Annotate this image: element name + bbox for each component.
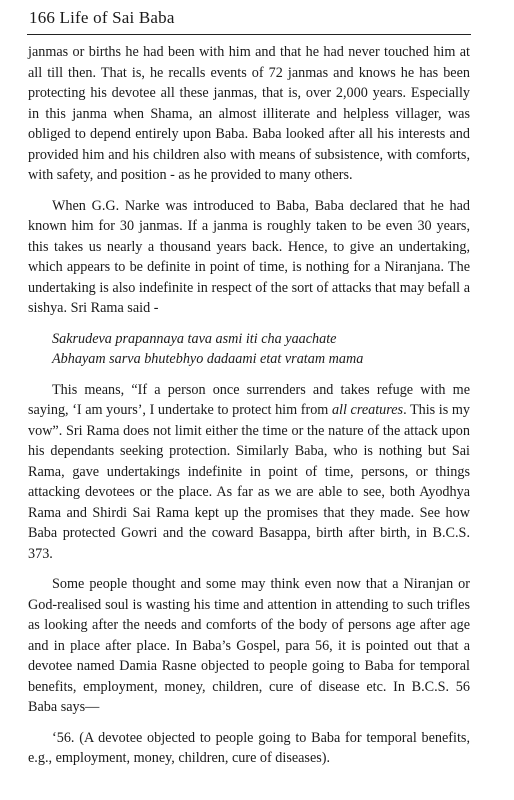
paragraph-1: janmas or births he had been with him and that he had never touched him at all till then. That is, he recalls events of 72 janmas and knows he has been protecting his devotee all these janmas, that is, over 2,000 years. Especially in this janma when Shama, an almost illiterate and helpless villager, was obliged to depend entirely upon Baba. Baba looked after all his interests and provided him and his children also with means of subsistence, with comforts, with safety, and position - as he provided to many others. <box>28 44 470 183</box>
body-text <box>28 42 470 769</box>
paragraph-3-emphasis: all creatures <box>331 402 404 418</box>
paragraph-2: When G.G. Narke was introduced to Baba, Baba declared that he had known him for 30 janmas. If a janma is roughly taken to be even 30 years, this takes us nearly a thousand years back. Hence, to give an undertaking, which appears to be definite in point of time, is nothing for a Niranjana. The undertaking is also indefinite in respect of the sort of attacks that may befall a sishya. Sri Rama said - <box>28 197 470 316</box>
paragraph-3 <box>28 380 470 565</box>
sanskrit-verse <box>28 329 470 370</box>
paragraph-5: ‘56. (A devotee objected to people going to Baba for temporal benefits, e.g., employment, money, children, cure of diseases). <box>28 729 470 766</box>
paragraph-3-start: This means, “If a person once surrenders and takes refuge with me saying, ‘I am yours’, I undertake to protect him from <box>28 381 470 418</box>
header-rule <box>27 34 471 35</box>
paragraph-3-end: . This is my vow”. Sri Rama does not limit either the time or the nature of the attack upon his dependants seeking protection. Similarly Baba, who is nothing but Sai Rama, gave undertakings indefinite in point of time, persons, or things attacking devotees or the place. As far as we are able to see, both Ayodhya Rama and Shirdi Sai Rama kept up the promises that they made. See how Baba protected Gowri and the coward Basappa, birth after birth, in B.C.S. 373. <box>28 402 470 562</box>
verse-line-2: Abhayam sarva bhutebhyo dadaami etat vratam mama <box>52 351 364 367</box>
verse-line-1: Sakrudeva prapannaya tava asmi iti cha yaachate <box>52 330 337 347</box>
running-head: 166 Life of Sai Baba <box>29 8 175 27</box>
paragraph-4: Some people thought and some may think even now that a Niranjan or God-realised soul is wasting his time and attention in attending to such trifles as looking after the needs and comforts of the body of persons age after age and in place after place. In Baba’s Gospel, para 56, it is pointed out that a devotee named Damia Rasne objected to people going to Baba for temporal benefits, employment, money, children, cure of disease etc. In B.C.S. 56 Baba says— <box>28 576 470 715</box>
